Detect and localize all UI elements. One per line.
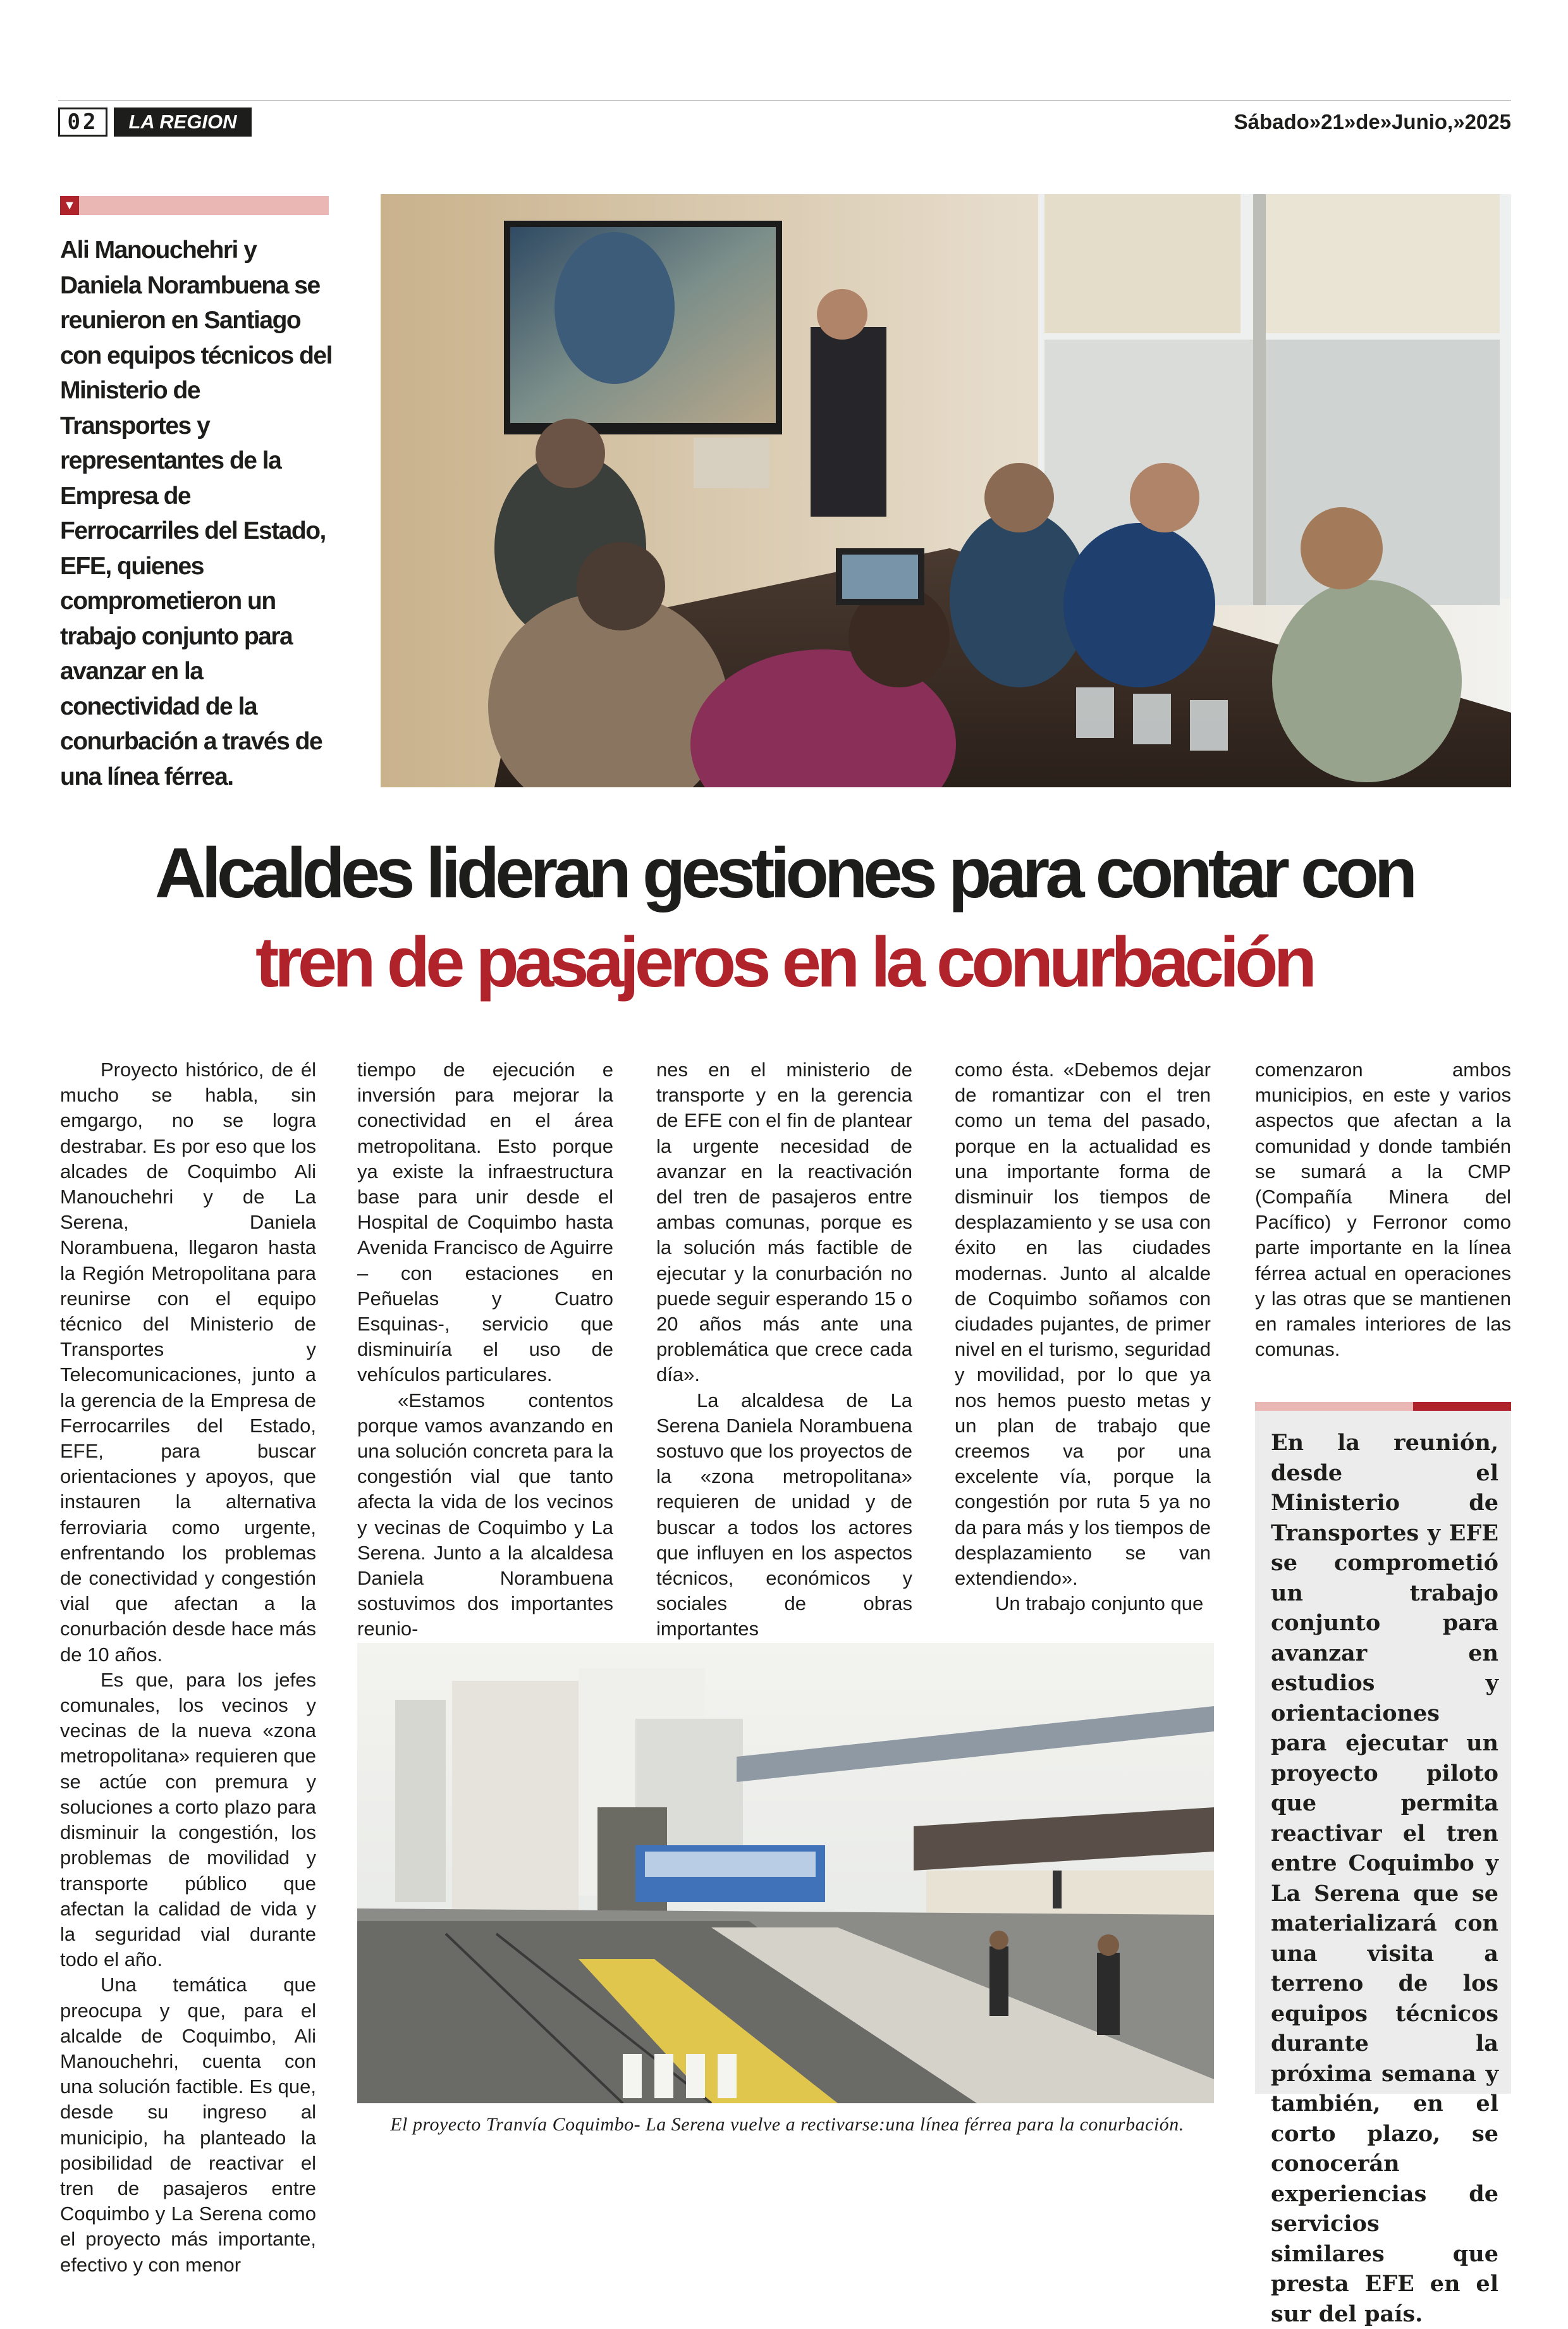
article-paragraph: Una temática que preocupa y que, para el alcalde de Coquimbo, Ali Manouchehri, cuenta con una solución factible. Es que, desde su ingreso al municipio, ha planteado la posibilidad de reactivar el tren de pasajeros entre Coquimbo y La Serena como el proyecto más importante, efectivo y con menor [60,1974,316,2276]
article-column-5 [1255,1057,1511,1362]
article-paragraph: Un trabajo conjunto que [995,1592,1204,1615]
newspaper-brand: LA REGION [114,108,252,137]
tram-photo-caption: El proyecto Tranvía Coquimbo- La Serena vuelve a rectivarse:una línea férrea para la conurbación. [390,2114,1184,2135]
article-column-2 [357,1057,613,1642]
header-rule [58,100,1511,101]
article-paragraph: tiempo de ejecución e inversión para mejorar la conectividad en el área metropolitana. Esto porque ya existe la infraestructura base para unir desde el Hospital de Coquimbo hasta Avenida Francisco de Aguirre – con estaciones en Peñuelas y Cuatro Esquinas-, servicio que disminuiría el uso de vehículos particulares. [357,1059,613,1386]
issue-date: Sábado»21»de»Junio,»2025 [1234,110,1511,133]
top-photo-caption: Ali Manouchehri y Daniela Norambuena se reunieron en Santiago con equipos técnicos del Ministerio de Transportes y representantes de la Empresa de Ferrocarriles del Estado, EFE, quienes comprometieron un trabajo conjunto para avanzar en la conectividad de la conurbación a través de una línea férrea. [60,237,332,790]
pull-quote-bar-accent [1255,1402,1413,1411]
headline-line-2: tren de pasajeros en la conurbación [255,923,1313,1002]
caption-arrow-icon: ▼ [60,196,79,215]
article-column-3 [656,1057,912,1642]
article-column-4 [955,1057,1211,1616]
article-paragraph: nes en el ministerio de transporte y en la gerencia de EFE con el fin de plantear la urgente necesidad de avanzar en la reactivación del tren de pasajeros entre ambas comunas, porque es la solución más factible de ejecutar y la conurbación no puede seguir esperando 15 o 20 años más ante una problemática que crece cada día». [656,1059,912,1386]
page-number: 02 [58,108,107,137]
headline-line-1: Alcaldes lideran gestiones para contar con [154,833,1414,913]
article-paragraph: como ésta. «Debemos dejar de romantizar con el tren como un tema del pasado, porque en la actualidad es una importante forma de disminuir los tiempos de desplazamiento y se usa con éxito en las ciudades modernas. Junto al alcalde de Coquimbo soñamos con ciudades pujantes, de primer nivel en el turismo, seguridad y movilidad, por lo que ya nos hemos puesto metas y un plan de trabajo que creemos va por una excelente vía, porque la congestión por ruta 5 ya no da para más y los tiempos de desplazamiento se van extendiendo». [955,1059,1211,1590]
article-paragraph: comenzaron ambos municipios, en este y varios aspectos que afectan a la comunidad y donde también se sumará a la CMP (Compañía Minera del Pacífico) y Ferronor como parte importante en la línea férrea actual en operaciones y las otras que se mantienen en ramales interiores de las comunas. [1255,1059,1511,1361]
article-paragraph: La alcaldesa de La Serena Daniela Norambuena sostuvo que los proyectos de la «zona metropolitana» requieren de unidad y de buscar a todos los actores que influyen en los aspectos técnicos, económicos y sociales de obras importantes [656,1389,912,1640]
pull-quote-text: En la reunión, desde el Ministerio de Transportes y EFE se comprometió un trabajo conjunto para avanzar en estudios y orientaciones para ejecutar un proyecto piloto que permita reactivar el tren entre Coquimbo y La Serena que se materializará con una visita a terreno de los equipos técnicos durante la próxima semana y también, en el corto plazo, se conocerán experiencias de servicios similares que presta EFE en el sur del país. [1271,1430,1498,2327]
article-column-1 [60,1057,316,2278]
article-paragraph: Es que, para los jefes comunales, los vecinos y vecinas de la nueva «zona metropolitana» requieren que se actúe con premura y soluciones a corto plazo para disminuir la congestión, los problemas de movilidad y transporte público que afectan la calidad de vida y la seguridad vial durante todo el año. [60,1668,316,1971]
caption-accent-bar [60,196,329,215]
article-paragraph: Proyecto histórico, de él mucho se habla, sin emgargo, no se logra destrabar. Es por eso que los alcades de Coquimbo Ali Manouchehri y de La Serena, Daniela Norambuena, llegaron hasta la Región Metropolitana para reunirse con el equipo técnico del Ministerio de Transportes y Telecomunicaciones, junto a la gerencia de la Empresa de Ferrocarriles del Estado, EFE, para buscar orientaciones y apoyos, que instauren la alternativa ferroviaria como urgente, enfrentando los problemas de conectividad y congestión vial que afectan a la conurbación desde hace más de 10 años. [60,1059,316,1666]
meeting-photo [381,194,1511,787]
tram-rendering-photo [357,1643,1214,2103]
headline [57,832,1511,1010]
article-paragraph: «Estamos contentos porque vamos avanzando en una solución concreta para la congestión vial que tanto afecta la vida de los vecinos y vecinas de Coquimbo y La Serena. Junto a la alcaldesa Daniela Norambuena sostuvimos dos importantes reunio- [357,1389,613,1640]
